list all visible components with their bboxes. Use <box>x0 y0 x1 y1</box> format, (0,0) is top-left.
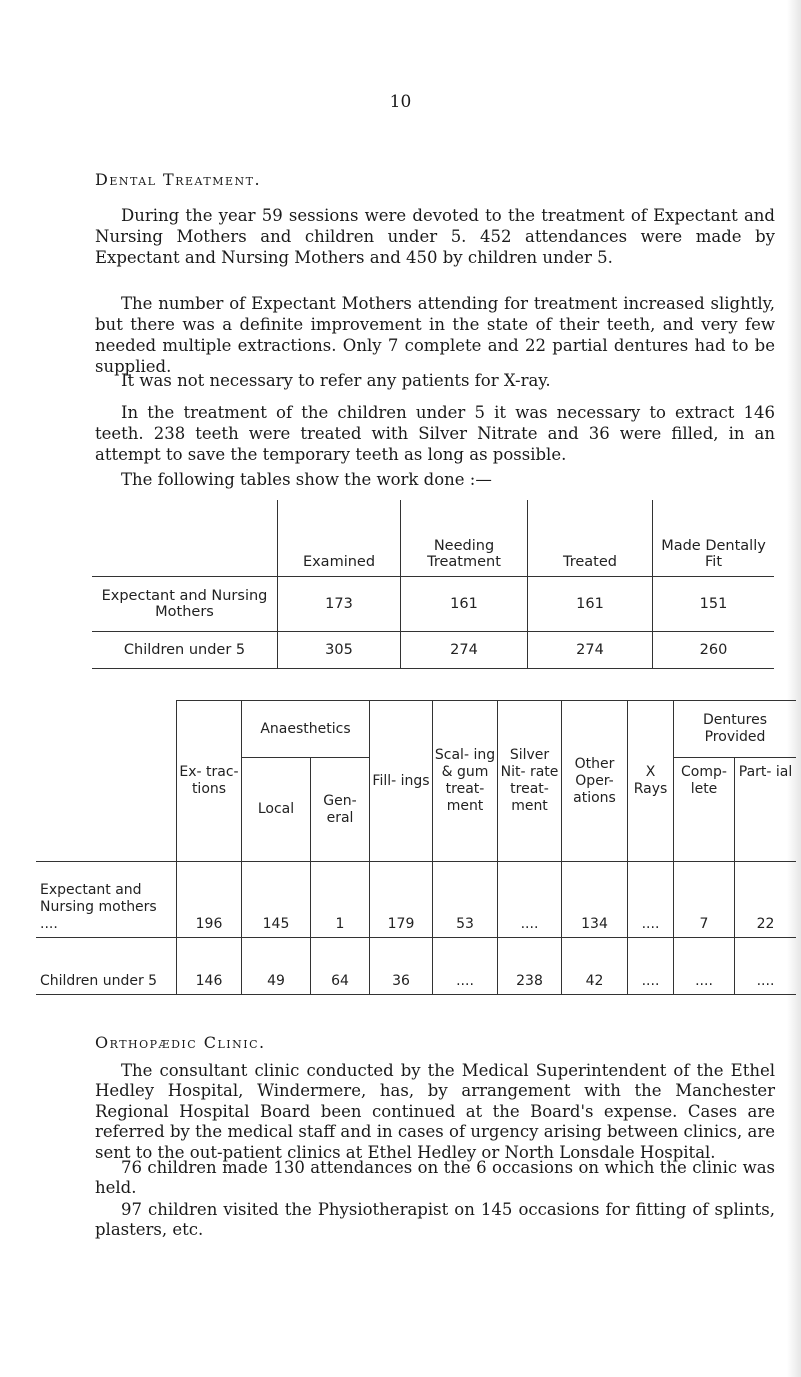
header-scaling: Scal- ing & gum treat- ment <box>433 701 498 862</box>
table-cell: .... <box>628 938 674 995</box>
table-cell: .... <box>433 938 498 995</box>
row-label: Expectant and Nursing mothers .... <box>36 862 177 938</box>
table-cell: .... <box>674 938 735 995</box>
header-local: Local <box>242 758 311 862</box>
header-anaesthetics: Anaesthetics <box>242 701 370 758</box>
header-x-rays: X Rays <box>628 701 674 862</box>
orthopaedic-paragraph-1: The consultant clinic conducted by the Medical Superintendent of the Ethel Hedley Hospital, Windermere, has, by arrangement with the Manchester Regional Hospital Board been continued at the Board's expense. Cases are referred by the medical staff and in cases of urgency arising between clinics, are sent to the out-patient clinics at Ethel Hedley or North Lonsdale Hospital. <box>95 1060 775 1162</box>
table-cell: 42 <box>562 938 628 995</box>
orthopaedic-clinic-heading: Orthopædic Clinic. <box>95 1033 266 1052</box>
table-cell: 22 <box>735 862 797 938</box>
table-header-row <box>92 500 774 577</box>
table-cell: 64 <box>311 938 370 995</box>
table-cell: 161 <box>528 577 653 632</box>
page-number: 10 <box>389 92 412 112</box>
dental-paragraph-2: The number of Expectant Mothers attending for treatment increased slightly, but there was a definite improvement in the state of their teeth, and very few needed multiple extractions. Only 7 complete and 22 partial dentures had to be supplied. <box>95 293 775 376</box>
table-cell: 179 <box>370 862 433 938</box>
header-treated: Treated <box>528 500 653 577</box>
header-extractions: Ex- trac- tions <box>177 701 242 862</box>
header-made-dentally-fit: Made Dentally Fit <box>653 500 775 577</box>
table-row <box>36 938 796 995</box>
table-cell: 161 <box>401 577 528 632</box>
header-general: Gen- eral <box>311 758 370 862</box>
blank-header-cell <box>92 500 278 577</box>
dental-paragraph-3: It was not necessary to refer any patients for X-ray. <box>121 370 551 390</box>
header-complete: Comp- lete <box>674 758 735 862</box>
dental-paragraph-4: In the treatment of the children under 5 it was necessary to extract 146 teeth. 238 teeth were treated with Silver Nitrate and 36 were filled, in an attempt to save the temporary teeth as long as possible. <box>95 402 775 464</box>
header-partial: Part- ial <box>735 758 797 862</box>
header-silver-nitrate: Silver Nit- rate treat- ment <box>498 701 562 862</box>
table-cell: 7 <box>674 862 735 938</box>
header-needing-treatment: Needing Treatment <box>401 500 528 577</box>
table-header-row <box>36 701 796 758</box>
page-edge-shadow <box>787 0 801 1377</box>
dental-summary-table <box>92 500 774 669</box>
table-row <box>92 632 774 669</box>
table-cell: 305 <box>278 632 401 669</box>
table-cell: 36 <box>370 938 433 995</box>
table-cell: 134 <box>562 862 628 938</box>
dental-paragraph-1: During the year 59 sessions were devoted to the treatment of Expectant and Nursing Mothers and children under 5. 452 attendances were made by Expectant and Nursing Mothers and 450 by children under 5. <box>95 205 775 267</box>
header-examined: Examined <box>278 500 401 577</box>
header-other-operations: Other Oper- ations <box>562 701 628 862</box>
table-cell: .... <box>628 862 674 938</box>
table-row <box>36 862 796 938</box>
table-cell: 49 <box>242 938 311 995</box>
table-cell: .... <box>498 862 562 938</box>
table-cell: 53 <box>433 862 498 938</box>
table-cell: 274 <box>401 632 528 669</box>
dental-treatment-heading: Dental Treatment. <box>95 170 262 189</box>
table-cell: 274 <box>528 632 653 669</box>
orthopaedic-paragraph-2: 76 children made 130 attendances on the 6 occasions on which the clinic was held. <box>95 1157 775 1197</box>
dental-detail-table <box>36 700 796 995</box>
table-row <box>92 577 774 632</box>
table-cell: 145 <box>242 862 311 938</box>
table-cell: 146 <box>177 938 242 995</box>
table-cell: 196 <box>177 862 242 938</box>
table-cell: 238 <box>498 938 562 995</box>
row-label: Children under 5 <box>92 632 278 669</box>
table-cell: 173 <box>278 577 401 632</box>
table-cell: 151 <box>653 577 775 632</box>
row-label: Expectant and Nursing Mothers <box>92 577 278 632</box>
blank-header-cell <box>36 701 177 862</box>
header-dentures-provided: Dentures Provided <box>674 701 797 758</box>
table-cell: 1 <box>311 862 370 938</box>
table-cell: 260 <box>653 632 775 669</box>
table-cell: .... <box>735 938 797 995</box>
header-fillings: Fill- ings <box>370 701 433 862</box>
orthopaedic-paragraph-3: 97 children visited the Physiotherapist on 145 occasions for fitting of splints, plasters, etc. <box>95 1199 775 1239</box>
dental-paragraph-5: The following tables show the work done :— <box>121 469 492 489</box>
row-label: Children under 5 <box>36 938 177 995</box>
